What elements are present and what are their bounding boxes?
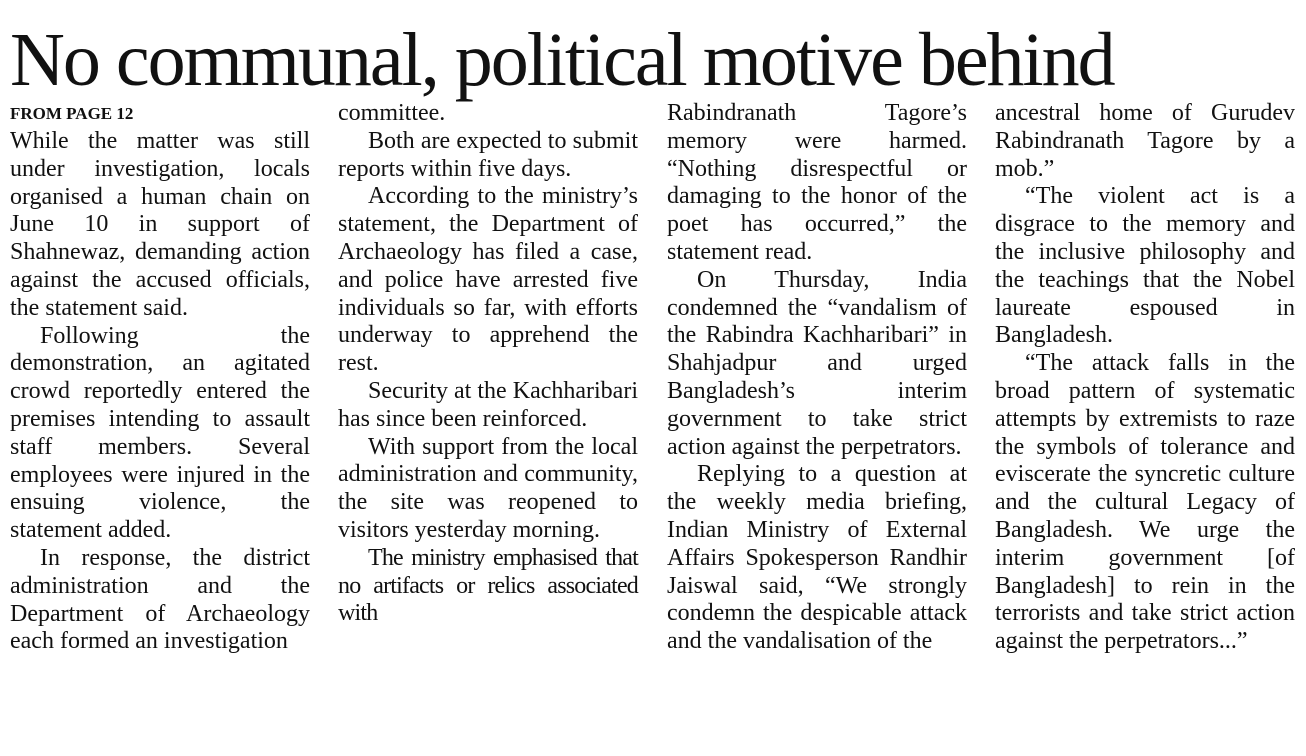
paragraph: “The attack falls in the broad pattern of systematic attempts by extremists to raze the symbols of tolerance and eviscerate the syncretic culture and the cultural Legacy of Bangladesh. We urge the interim government [of Bangladesh] to rein in the terrorists and take strict action against the perpetrators...”	[995, 350, 1295, 655]
article-column-1	[10, 100, 310, 656]
headline: No communal, political motive behind	[10, 18, 1114, 102]
paragraph: While the matter was still under investigation, locals organised a human chain on June 10 in support of Shahnewaz, demanding action against the accused officials, the statement said.	[10, 128, 310, 321]
article-column-2	[338, 100, 638, 628]
article-column-3	[667, 100, 967, 656]
paragraph: According to the ministry’s statement, the Department of Archaeology has filed a case, and police have arrested five individuals so far, with efforts underway to apprehend the rest.	[338, 183, 638, 377]
paragraph: Rabindranath Tagore’s memory were harmed. “Nothing disrespectful or damaging to the honor of the poet has occurred,” the statement read.	[667, 100, 967, 265]
paragraph: Following the demonstration, an agitated crowd reportedly entered the premises intending to assault staff members. Several employees were injured in the ensuing violence, the statement added.	[10, 322, 310, 544]
paragraph: ancestral home of Gurudev Rabindranath Tagore by a mob.”	[995, 100, 1295, 182]
paragraph: With support from the local administration and community, the site was reopened to visitors yesterday morning.	[338, 433, 638, 543]
continued-from-label: FROM PAGE 12	[10, 104, 134, 123]
paragraph: The ministry emphasised that no artifacts or relics associated with	[338, 544, 638, 627]
paragraph: Security at the Kachharibari has since been reinforced.	[338, 377, 638, 432]
paragraph: In response, the district administration and the Department of Archaeology each formed an investigation	[10, 544, 310, 655]
paragraph: On Thursday, India condemned the “vandalism of the Rabindra Kachharibari” in Shahjadpur and urged Bangladesh’s interim government to take strict action against the perpetrators.	[667, 266, 967, 460]
paragraph: committee.	[338, 100, 446, 126]
paragraph: “The violent act is a disgrace to the memory and the inclusive philosophy and the teachings that the Nobel laureate espoused in Bangladesh.	[995, 183, 1295, 349]
paragraph: Both are expected to submit reports within five days.	[338, 127, 638, 182]
paragraph: Replying to a question at the weekly media briefing, Indian Ministry of External Affairs Spokesperson Randhir Jaiswal said, “We strongly condemn the despicable attack and the vandalisation of the	[667, 461, 967, 655]
article-column-4	[995, 100, 1295, 656]
